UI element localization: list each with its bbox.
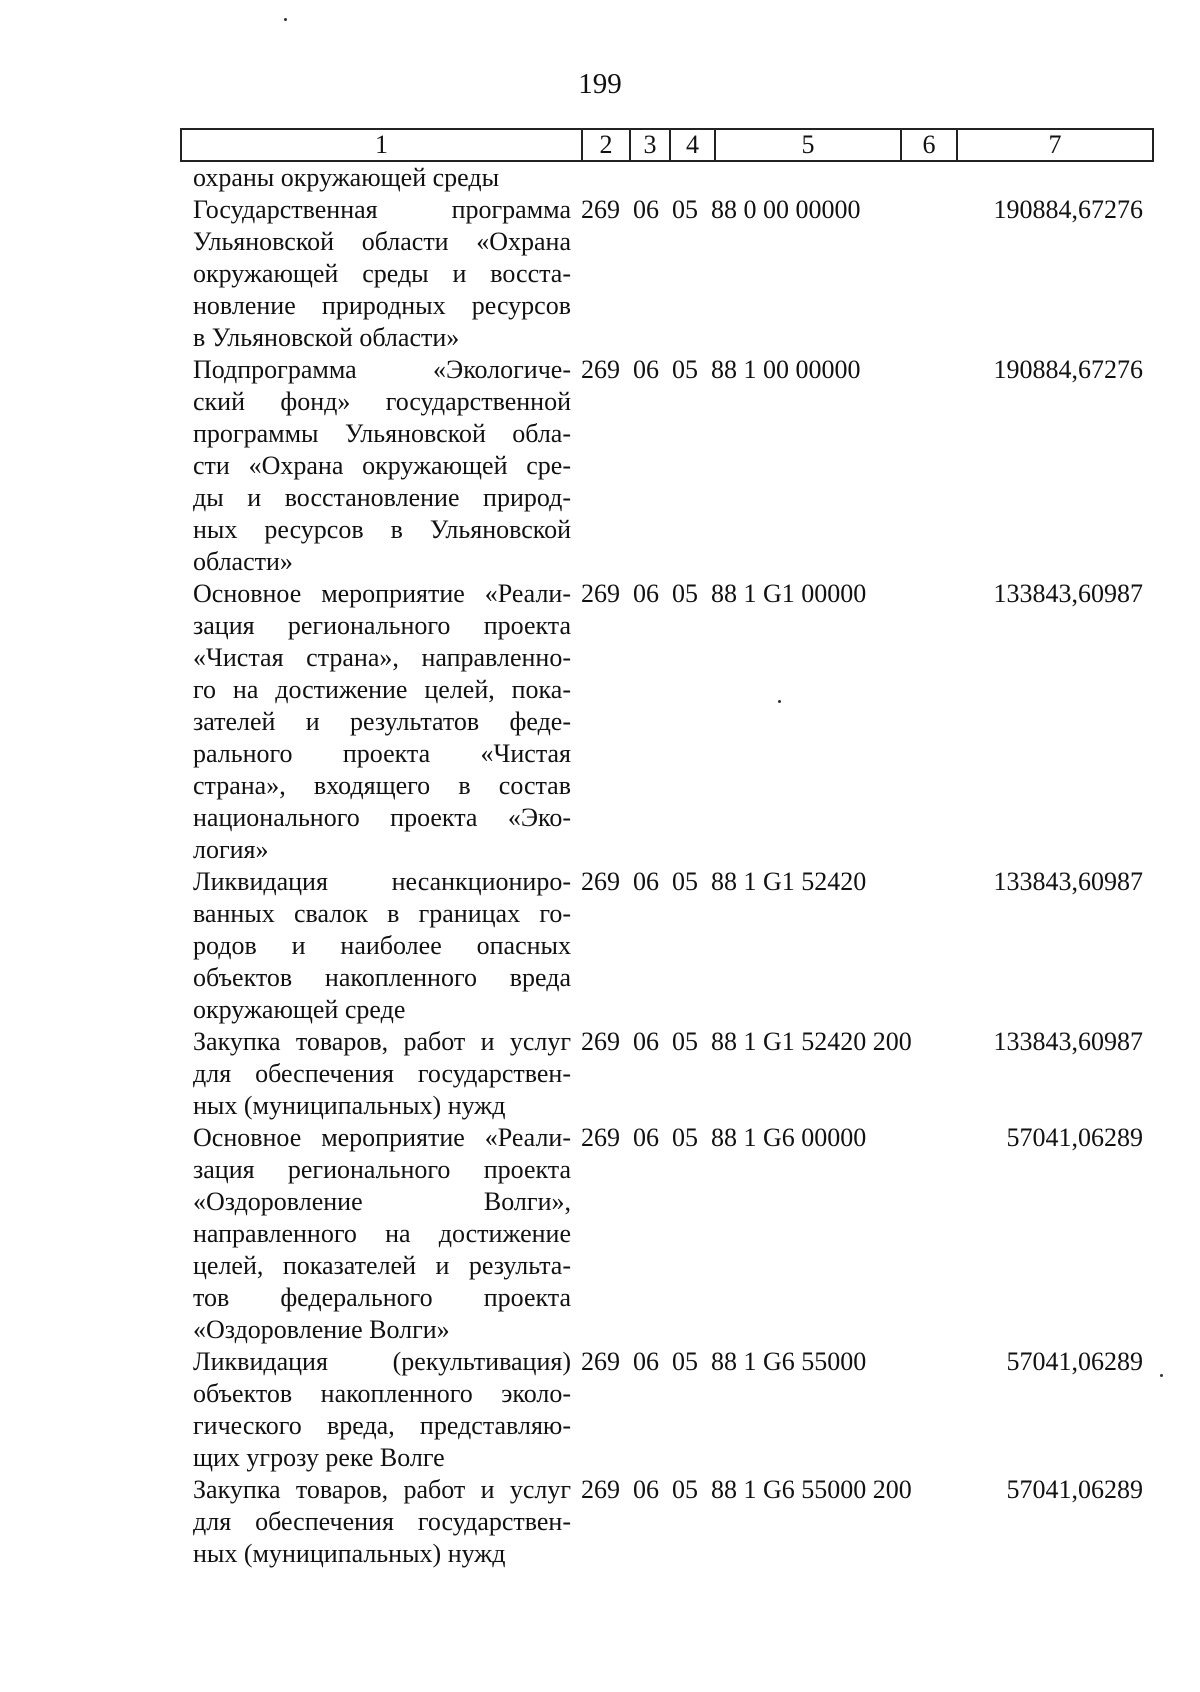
description-line: объектов накопленного эколо- (193, 1379, 571, 1408)
description-line: новление природных ресурсов (193, 291, 571, 320)
row-code: 269 06 05 88 1 G6 55000 200 (581, 1475, 912, 1504)
row-description (193, 866, 571, 1026)
page-number: 199 (578, 68, 622, 100)
row-code: 269 06 05 88 1 00 00000 (581, 355, 861, 384)
table-row (193, 1346, 1153, 1474)
table-header-row (180, 128, 1154, 162)
row-description (193, 1346, 571, 1474)
table-header-col-3: 3 (631, 130, 671, 160)
description-line: Подпрограмма «Экологиче- (193, 355, 571, 384)
row-description (193, 1474, 571, 1570)
row-description (193, 1122, 571, 1346)
description-line: ванных свалок в границах го- (193, 899, 571, 928)
description-line: тов федерального проекта (193, 1283, 571, 1312)
row-amount: 57041,06289 (1006, 1347, 1143, 1376)
description-line: Закупка товаров, работ и услуг (193, 1475, 571, 1504)
row-amount: 133843,60987 (993, 867, 1143, 896)
row-amount: 190884,67276 (993, 195, 1143, 224)
description-line: ных ресурсов в Ульяновской (193, 515, 571, 544)
row-description (193, 1026, 571, 1122)
row-description (193, 194, 571, 354)
row-amount: 57041,06289 (1006, 1123, 1143, 1152)
description-line: логия» (193, 835, 269, 864)
description-line: Ульяновской области «Охрана (193, 227, 571, 256)
row-description (193, 354, 571, 578)
table-header-col-2: 2 (583, 130, 631, 160)
table-row (193, 1474, 1153, 1570)
description-line: зателей и результатов феде- (193, 707, 571, 736)
row-code: 269 06 05 88 0 00 00000 (581, 195, 861, 224)
table-row (193, 578, 1153, 866)
description-line: родов и наиболее опасных (193, 931, 571, 960)
table-header-col-7: 7 (1048, 130, 1062, 159)
description-line: окружающей среды и восста- (193, 259, 571, 288)
table-header-col-6: 6 (902, 130, 958, 160)
row-description (193, 578, 571, 866)
description-line: щих угрозу реке Волге (193, 1443, 445, 1472)
description-line: национального проекта «Эко- (193, 803, 571, 832)
table-header-col-1: 1 (182, 130, 583, 160)
row-description (193, 162, 571, 194)
description-line: го на достижение целей, пока- (193, 675, 571, 704)
description-line: страна», входящего в состав (193, 771, 571, 800)
row-code: 269 06 05 88 1 G6 55000 (581, 1347, 867, 1376)
description-line: ных (муниципальных) нужд (193, 1091, 506, 1120)
row-amount: 57041,06289 (1006, 1475, 1143, 1504)
description-line: рального проекта «Чистая (193, 739, 571, 768)
description-line: Государственная программа (193, 195, 571, 224)
description-line: зация регионального проекта (193, 611, 571, 640)
description-line: направленного на достижение (193, 1219, 571, 1248)
description-line: ных (муниципальных) нужд (193, 1539, 506, 1568)
scan-speck (284, 18, 287, 21)
description-line: Основное мероприятие «Реали- (193, 1123, 571, 1152)
table-row (193, 162, 1153, 194)
description-line: ский фонд» государственной (193, 387, 571, 416)
description-line: Ликвидация (рекультивация) (193, 1347, 571, 1376)
description-line: программы Ульяновской обла- (193, 419, 571, 448)
description-line: зация регионального проекта (193, 1155, 571, 1184)
description-line: в Ульяновской области» (193, 323, 460, 352)
description-line: целей, показателей и результа- (193, 1251, 571, 1280)
description-line: «Оздоровление Волги» (193, 1315, 450, 1344)
row-code: 269 06 05 88 1 G1 00000 (581, 579, 867, 608)
row-code: 269 06 05 88 1 G1 52420 200 (581, 1027, 912, 1056)
description-line: для обеспечения государствен- (193, 1059, 571, 1088)
table-row (193, 194, 1153, 354)
table-header-col-5: 5 (716, 130, 902, 160)
table-row (193, 1122, 1153, 1346)
description-line: «Оздоровление Волги», (193, 1187, 571, 1216)
description-line: для обеспечения государствен- (193, 1507, 571, 1536)
row-amount: 133843,60987 (993, 1027, 1143, 1056)
description-line: охраны окружающей среды (193, 163, 500, 192)
scan-speck (1160, 1374, 1163, 1377)
description-line: Закупка товаров, работ и услуг (193, 1027, 571, 1056)
description-line: области» (193, 547, 293, 576)
table-body (193, 162, 1153, 1570)
table-row (193, 1026, 1153, 1122)
description-line: ды и восстановление природ- (193, 483, 571, 512)
table-row (193, 866, 1153, 1026)
description-line: Основное мероприятие «Реали- (193, 579, 571, 608)
description-line: Ликвидация несанкциониро- (193, 867, 571, 896)
table-header-col-4: 4 (671, 130, 716, 160)
row-code: 269 06 05 88 1 G6 00000 (581, 1123, 867, 1152)
row-code: 269 06 05 88 1 G1 52420 (581, 867, 867, 896)
row-amount: 190884,67276 (993, 355, 1143, 384)
description-line: объектов накопленного вреда (193, 963, 571, 992)
description-line: сти «Охрана окружающей сре- (193, 451, 571, 480)
row-amount: 133843,60987 (993, 579, 1143, 608)
scan-speck (778, 700, 781, 703)
description-line: «Чистая страна», направленно- (193, 643, 571, 672)
table-row (193, 354, 1153, 578)
description-line: окружающей среде (193, 995, 406, 1024)
description-line: гического вреда, представляю- (193, 1411, 571, 1440)
